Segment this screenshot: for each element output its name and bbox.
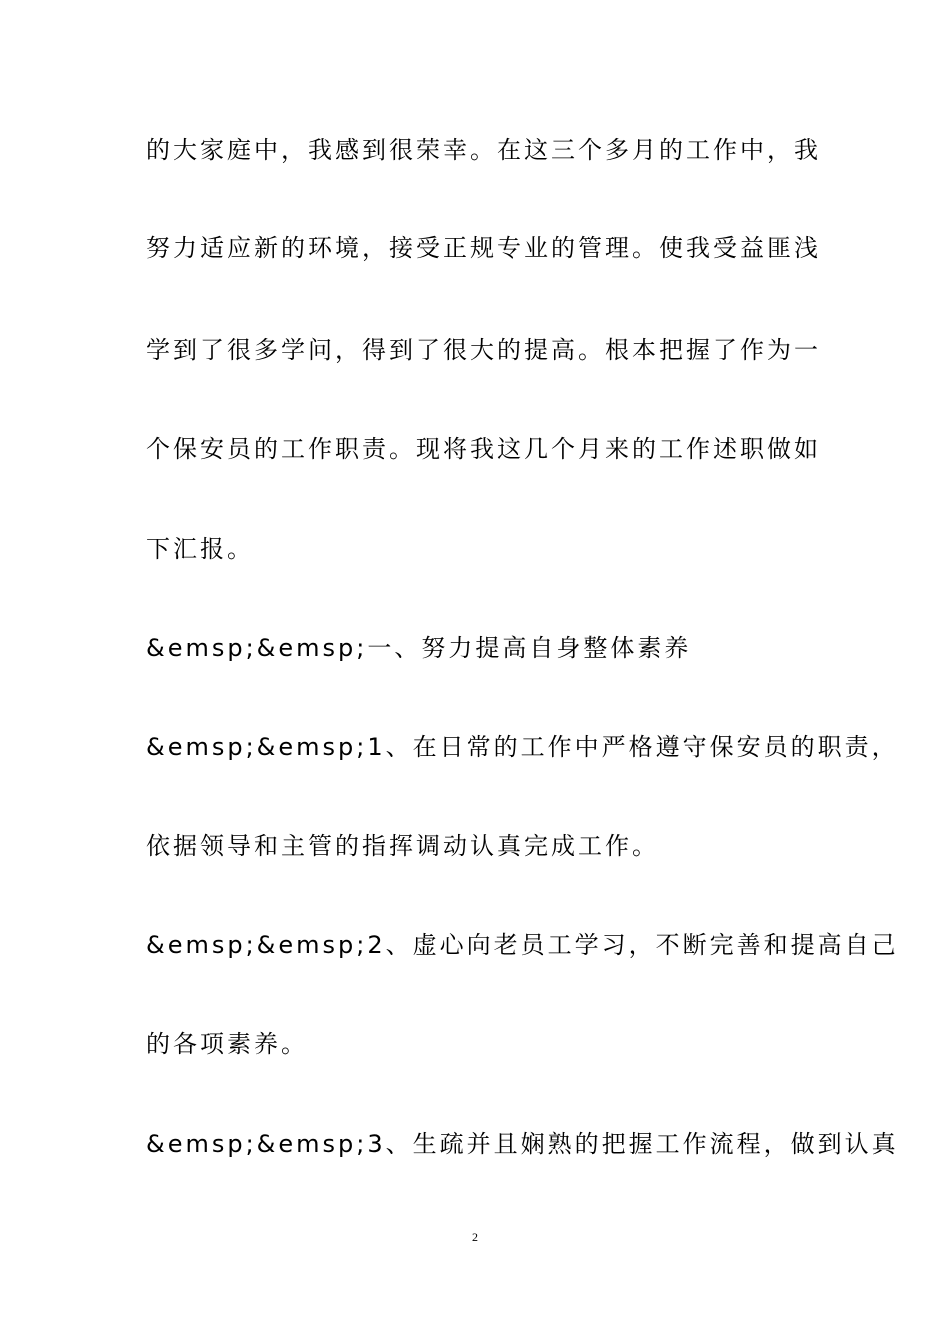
list-item-2-line-1: &emsp;&emsp;2、虚心向老员工学习，不断完善和提高自己 [146, 931, 899, 959]
page-number: 2 [472, 1230, 478, 1244]
body-line-5: 下汇报。 [146, 535, 254, 563]
body-line-2: 努力适应新的环境，接受正规专业的管理。使我受益匪浅 [146, 234, 821, 262]
section-heading: &emsp;&emsp;一、努力提高自身整体素养 [146, 634, 692, 662]
body-line-4: 个保安员的工作职责。现将我这几个月来的工作述职做如 [146, 435, 821, 463]
list-item-3-line-1: &emsp;&emsp;3、生疏并且娴熟的把握工作流程，做到认真 [146, 1130, 899, 1158]
list-item-1-line-2: 依据领导和主管的指挥调动认真完成工作。 [146, 832, 659, 860]
list-item-2-line-2: 的各项素养。 [146, 1030, 308, 1058]
list-item-1-line-1: &emsp;&emsp;1、在日常的工作中严格遵守保安员的职责， [146, 733, 899, 761]
body-line-1: 的大家庭中，我感到很荣幸。在这三个多月的工作中，我 [146, 136, 821, 164]
body-line-3: 学到了很多学问，得到了很大的提高。根本把握了作为一 [146, 336, 821, 364]
